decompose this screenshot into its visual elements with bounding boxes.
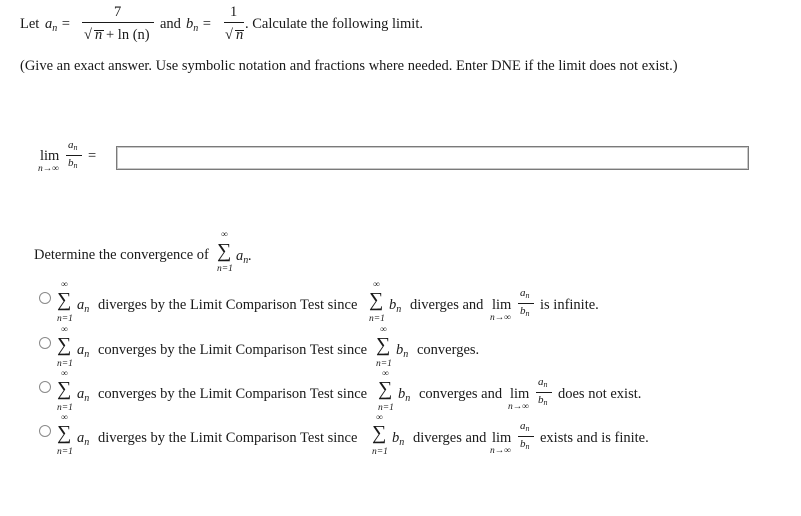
lim-fraction-line <box>536 392 552 393</box>
a-numerator: 7 <box>114 4 122 20</box>
let-prefix: Let <box>20 16 40 32</box>
lim-under: n→∞ <box>490 446 512 456</box>
sigma-icon: ∑ <box>57 378 72 400</box>
sigma-icon: ∑ <box>372 422 387 444</box>
sum-bottom: n=1 <box>372 447 388 457</box>
lim-denominator: bn <box>520 438 530 451</box>
option-radio[interactable] <box>39 337 51 349</box>
lim-denominator: bn <box>68 157 78 170</box>
lim-under: n→∞ <box>490 313 512 323</box>
a-fraction-line <box>82 22 154 23</box>
lim-denominator: bn <box>538 394 548 407</box>
sum-top: ∞ <box>382 369 389 379</box>
lim-under: n→∞ <box>508 402 530 412</box>
lim-fraction-line <box>66 155 82 156</box>
sum-bottom: n=1 <box>57 314 73 324</box>
term-b-n: $b_n$ <box>396 342 409 360</box>
lim-numerator: an <box>538 376 548 389</box>
term-a-n: $a_n$ <box>77 342 90 360</box>
lim-label: lim <box>492 430 512 446</box>
option-row[interactable] <box>0 413 801 460</box>
sum-bottom: n=1 <box>57 403 73 413</box>
b-sqrt-symbol: √ <box>225 27 233 43</box>
calculate-text: . Calculate the following limit. <box>245 16 423 32</box>
option-text-mid: converges and <box>419 386 503 402</box>
lim-numerator: an <box>68 139 78 152</box>
lim-denominator: bn <box>520 305 530 318</box>
option-text-post: is infinite. <box>540 297 599 313</box>
option-text-post: exists and is finite. <box>540 430 649 446</box>
sum-bottom: n=1 <box>217 264 233 274</box>
sigma-icon: ∑ <box>378 378 393 400</box>
sigma-icon: ∑ <box>57 289 72 311</box>
ln-term: + ln (n) <box>106 27 150 43</box>
sum-top: ∞ <box>373 280 380 290</box>
option-row[interactable] <box>0 369 801 416</box>
sum-bottom: n=1 <box>376 359 392 369</box>
option-radio[interactable] <box>39 425 51 437</box>
and-text: and <box>160 16 181 32</box>
sum-bottom: n=1 <box>57 359 73 369</box>
sqrt-symbol: √ <box>84 27 92 43</box>
sum-bottom: n=1 <box>378 403 394 413</box>
sum-top: ∞ <box>221 230 228 240</box>
b-numerator: 1 <box>230 4 238 20</box>
option-text: diverges by the Limit Comparison Test since <box>98 297 358 313</box>
lim-fraction-line <box>518 303 534 304</box>
term-a-n: $a_n$ <box>77 386 90 404</box>
option-text: converges by the Limit Comparison Test since <box>98 386 368 402</box>
sigma-icon: ∑ <box>57 334 72 356</box>
option-row[interactable] <box>0 325 801 372</box>
term-a-n: $a_n$ <box>77 297 90 315</box>
lim-label: lim <box>510 386 530 402</box>
sum-bottom: n=1 <box>369 314 385 324</box>
sum-term: $a_n$. <box>236 248 252 266</box>
term-a-n: $a_n$ <box>77 430 90 448</box>
sum-bottom: n=1 <box>57 447 73 457</box>
lim-numerator: an <box>520 287 530 300</box>
option-text-post: does not exist. <box>558 386 642 402</box>
lim-label: lim <box>40 148 60 164</box>
lim-fraction-line <box>518 436 534 437</box>
term-b-n: $b_n$ <box>392 430 405 448</box>
option-radio[interactable] <box>39 292 51 304</box>
sigma-icon: ∑ <box>376 334 391 356</box>
option-row[interactable] <box>0 280 801 327</box>
sum-top: ∞ <box>61 280 68 290</box>
a-n-symbol: $a_n$ = <box>45 16 71 34</box>
sqrt-n: n <box>95 27 103 43</box>
sum-top: ∞ <box>61 325 68 335</box>
lim-label: lim <box>492 297 512 313</box>
lim-numerator: an <box>520 420 530 433</box>
limit-answer-input[interactable] <box>116 146 749 170</box>
option-text-mid: diverges and <box>410 297 484 313</box>
sum-top: ∞ <box>61 369 68 379</box>
option-text: converges by the Limit Comparison Test since <box>98 342 368 358</box>
b-sqrt-n: n <box>236 27 244 43</box>
term-b-n: $b_n$ <box>389 297 402 315</box>
lim-under: n→∞ <box>38 164 60 174</box>
b-fraction-line <box>224 22 244 23</box>
sigma-icon: ∑ <box>217 240 232 262</box>
instructions: (Give an exact answer. Use symbolic notation and fractions where needed. Enter DNE if the limit does not exist.) <box>20 58 678 74</box>
option-text-mid: converges. <box>417 342 480 358</box>
option-text-mid: diverges and <box>413 430 487 446</box>
convergence-text: Determine the convergence of <box>34 247 209 263</box>
equals-sign: = <box>88 148 97 164</box>
term-b-n: $b_n$ <box>398 386 411 404</box>
sigma-icon: ∑ <box>369 289 384 311</box>
sigma-icon: ∑ <box>57 422 72 444</box>
b-n-symbol: $b_n$ = <box>186 16 212 34</box>
sum-top: ∞ <box>380 325 387 335</box>
sum-top: ∞ <box>61 413 68 423</box>
option-text: diverges by the Limit Comparison Test since <box>98 430 358 446</box>
option-radio[interactable] <box>39 381 51 393</box>
sum-top: ∞ <box>376 413 383 423</box>
